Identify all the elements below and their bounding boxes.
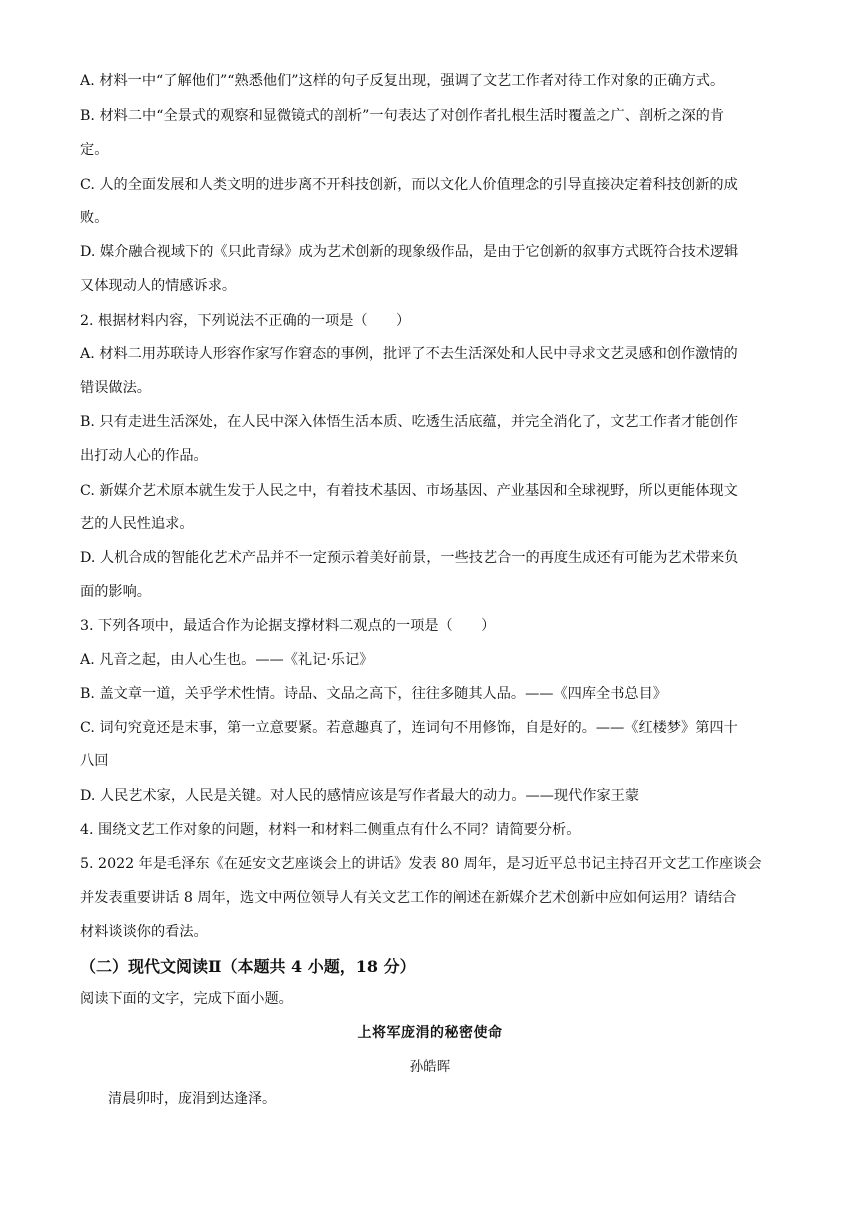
option-d-q2-cont: 面的影响。 [80,584,151,600]
option-d-q1-cont: 又体现动人的情感诉求。 [80,278,237,294]
option-b-q1: B. 材料二中“全景式的观察和显微镜式的剖析”一句表达了对创作者扎根生活时覆盖之广、剖析之深的肯 [80,108,725,124]
option-c-q2: C. 新媒介艺术原本就生发于人民之中，有着技术基因、市场基因、产业基因和全球视野，所以更能体现文 [80,483,738,499]
question-2: 2. 根据材料内容，下列说法不正确的一项是（ ） [80,313,411,329]
story-author: 孙皓晖 [409,1059,451,1075]
question-5-cont: 并发表重要讲话 8 周年，选文中两位领导人有关文艺工作的阐述在新媒介艺术创新中应如何运用？请结合 [80,890,737,906]
option-d-q1: D. 媒介融合视域下的《只此青绿》成为艺术创新的现象级作品，是由于它创新的叙事方式既符合技术逻辑 [80,244,739,260]
option-b-q2: B. 只有走进生活深处，在人民中深入体悟生活本质、吃透生活底蕴，并完全消化了，文艺工作者才能创作 [80,414,738,430]
option-b-q3: B. 盖文章一道，关乎学术性情。诗品、文品之高下，往往多随其人品。——《四库全书总目》 [80,686,667,702]
option-d-q3: D. 人民艺术家，人民是关键。对人民的感情应该是写作者最大的动力。——现代作家王蒙 [80,788,640,804]
story-title: 上将军庞涓的秘密使命 [357,1025,503,1041]
reading-instruction: 阅读下面的文字，完成下面小题。 [80,991,293,1007]
option-a-q1: A. 材料一中“了解他们”“熟悉他们”这样的句子反复出现，强调了文艺工作者对待工作对象的正确方式。 [80,73,725,89]
option-d-q2: D. 人机合成的智能化艺术产品并不一定预示着美好前景，一些技艺合一的再度生成还有可能为艺术带来负 [80,550,739,566]
question-5: 5. 2022 年是毛泽东《在延安文艺座谈会上的讲话》发表 80 周年，是习近平总书记主持召开文艺工作座谈会 [80,856,762,872]
question-3: 3. 下列各项中，最适合作为论据支撑材料二观点的一项是（ ） [80,618,496,634]
option-b-q1-cont: 定。 [80,142,109,158]
option-c-q3: C. 词句究竟还是末事，第一立意要紧。若意趣真了，连词句不用修饰，自是好的。——《红楼梦》第四十 [80,720,738,736]
question-4: 4. 围绕文艺工作对象的问题，材料一和材料二侧重点有什么不同？请简要分析。 [80,822,581,838]
option-b-q2-cont: 出打动人心的作品。 [80,448,208,464]
option-c-q1-cont: 败。 [80,210,109,226]
option-a-q2-cont: 错误做法。 [80,380,151,396]
section-heading: （二）现代文阅读Ⅱ（本题共 4 小题，18 分） [80,957,416,976]
option-c-q3-cont: 八回 [80,753,109,769]
option-a-q2: A. 材料二用苏联诗人形容作家写作窘态的事例，批评了不去生活深处和人民中寻求文艺灵感和创作激情的 [80,346,738,362]
option-c-q1: C. 人的全面发展和人类文明的进步离不开科技创新，而以文化人价值理念的引导直接决定着科技创新的成 [80,177,738,193]
question-5-cont-2: 材料谈谈你的看法。 [80,924,208,940]
story-first-line: 清晨卯时，庞涓到达逢泽。 [108,1091,276,1107]
option-c-q2-cont: 艺的人民性追求。 [80,516,194,532]
option-a-q3: A. 凡音之起，由人心生也。——《礼记·乐记》 [80,652,374,668]
